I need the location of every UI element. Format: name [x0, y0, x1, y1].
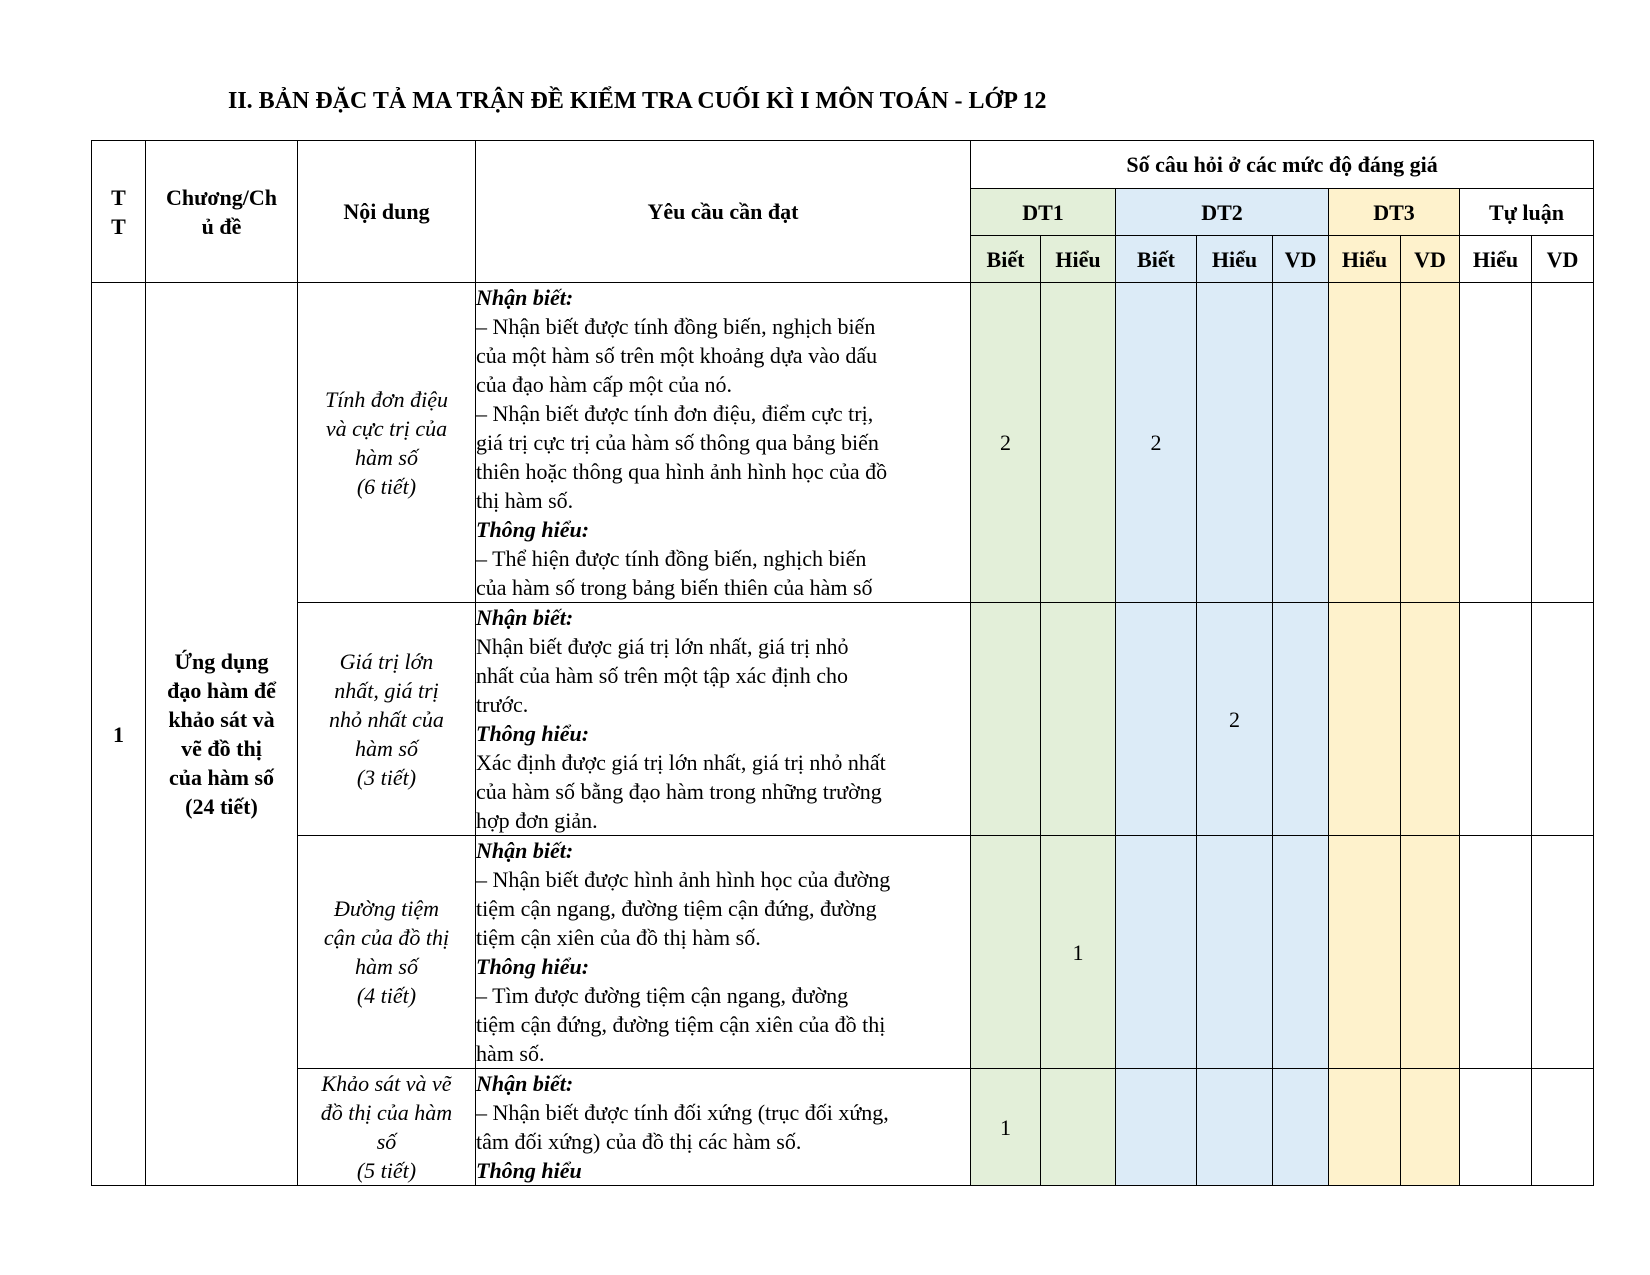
question-count-cell [971, 603, 1041, 836]
question-count-cell [1401, 1069, 1460, 1186]
header-sub: Hiểu [1460, 236, 1532, 283]
header-levels-title: Số câu hỏi ở các mức độ đáng giá [971, 141, 1594, 189]
question-count-cell [1041, 603, 1116, 836]
topic-line: và cực trị của [325, 415, 448, 441]
requirement-line: – Nhận biết được tính đơn điệu, điểm cực trị, [476, 401, 874, 426]
chapter-name-line: Ứng dụng [174, 649, 269, 674]
header-group-tu-luan: Tự luận [1460, 189, 1594, 236]
requirement-level-label: Thông hiểu: [476, 954, 590, 979]
table-row [92, 603, 1594, 836]
header-sub: Hiểu [1197, 236, 1273, 283]
question-count-cell [1532, 1069, 1594, 1186]
page-title: II. BẢN ĐẶC TẢ MA TRẬN ĐỀ KIỂM TRA CUỐI KÌ I MÔN TOÁN - LỚP 12 [228, 88, 1047, 114]
header-sub: VD [1532, 236, 1594, 283]
topic-line: số [376, 1129, 397, 1154]
requirement-cell [476, 836, 971, 1069]
topic-cell [298, 603, 476, 836]
question-count-cell: 2 [971, 283, 1041, 603]
topic-cell [298, 836, 476, 1069]
question-count-cell [1197, 1069, 1273, 1186]
requirement-level-label: Nhận biết: [476, 838, 574, 863]
requirement-level-label: Thông hiểu: [476, 517, 590, 542]
topic-line: Đường tiệm [333, 896, 439, 921]
chapter-name-line: đạo hàm để [167, 678, 276, 703]
question-count-cell [1041, 1069, 1116, 1186]
header-sub: VD [1273, 236, 1329, 283]
requirement-level-label: Nhận biết: [476, 605, 574, 630]
topic-line: hàm số [355, 444, 418, 470]
requirement-line: hàm số. [476, 1041, 545, 1066]
question-count-cell [1460, 836, 1532, 1069]
requirement-line: Xác định được giá trị lớn nhất, giá trị nhỏ nhất [476, 750, 886, 775]
header-group-dt1: DT1 [971, 189, 1116, 236]
header-content: Nội dung [298, 141, 476, 283]
header-sub: Biết [971, 236, 1041, 283]
table-row [92, 1069, 1594, 1186]
question-count-cell [1273, 283, 1329, 603]
question-count-cell [1329, 603, 1401, 836]
header-sub: Hiểu [1329, 236, 1401, 283]
requirement-line: thị hàm số. [476, 488, 574, 513]
requirement-cell [476, 1069, 971, 1186]
topic-line: Giá trị lớn [339, 648, 434, 674]
question-count-cell: 1 [1041, 836, 1116, 1069]
topic-cell [298, 1069, 476, 1186]
topic-cell [298, 283, 476, 603]
requirement-line: Nhận biết được giá trị lớn nhất, giá trị nhỏ [476, 634, 849, 659]
topic-line: cận của đồ thị [323, 925, 450, 950]
chapter-name-line: của hàm số [168, 765, 275, 790]
table-row [92, 283, 1594, 603]
question-count-cell [1273, 1069, 1329, 1186]
requirement-line: nhất của hàm số trên một tập xác định cho [476, 663, 849, 688]
requirement-line: tâm đối xứng) của đồ thị các hàm số. [476, 1129, 802, 1154]
question-count-cell: 2 [1116, 283, 1197, 603]
question-count-cell: 1 [971, 1069, 1041, 1186]
topic-line: (3 tiết) [356, 764, 417, 790]
chapter-name [146, 283, 298, 1186]
requirement-level-label: Nhận biết: [476, 1071, 574, 1096]
topic-line: Khảo sát và vẽ [321, 1071, 452, 1096]
question-count-cell [1532, 836, 1594, 1069]
question-count-cell [1116, 1069, 1197, 1186]
question-count-cell [1401, 603, 1460, 836]
requirement-level-label: Thông hiểu: [476, 721, 590, 746]
requirement-line: giá trị cực trị của hàm số thông qua bảng biến [476, 430, 879, 455]
requirement-line: của đạo hàm cấp một của nó. [476, 372, 732, 397]
question-count-cell [1401, 836, 1460, 1069]
chapter-name-line: khảo sát và [168, 707, 275, 732]
topic-line: đồ thị của hàm [320, 1100, 453, 1125]
question-count-cell [1116, 836, 1197, 1069]
requirement-line: tiệm cận xiên của đồ thị hàm số. [476, 925, 761, 950]
topic-line: (6 tiết) [356, 473, 417, 499]
topic-line: (4 tiết) [356, 983, 417, 1008]
header-sub: Biết [1116, 236, 1197, 283]
requirement-line: – Thể hiện được tính đồng biến, nghịch biến [476, 546, 867, 571]
topic-line: nhất, giá trị [334, 677, 439, 703]
question-count-cell [1460, 1069, 1532, 1186]
requirement-cell [476, 283, 971, 603]
requirement-line: – Tìm được đường tiệm cận ngang, đường [476, 983, 849, 1008]
question-count-cell [1460, 283, 1532, 603]
topic-line: hàm số [355, 954, 418, 979]
question-count-cell [1401, 283, 1460, 603]
header-sub: Hiểu [1041, 236, 1116, 283]
requirement-line: trước. [476, 692, 529, 717]
question-count-cell [1041, 283, 1116, 603]
table-row [92, 836, 1594, 1069]
requirement-line: của hàm số bằng đạo hàm trong những trường [476, 779, 882, 804]
question-count-cell [1329, 283, 1401, 603]
question-count-cell [1197, 283, 1273, 603]
header-group-dt2: DT2 [1116, 189, 1329, 236]
question-count-cell [1532, 283, 1594, 603]
question-count-cell [1273, 603, 1329, 836]
chapter-name-line: (24 tiết) [185, 794, 258, 819]
question-count-cell [1197, 836, 1273, 1069]
requirement-level-label: Thông hiểu [476, 1158, 582, 1183]
question-count-cell [971, 836, 1041, 1069]
chapter-name-line: vẽ đồ thị [181, 736, 262, 761]
question-count-cell [1273, 836, 1329, 1069]
requirement-line: của hàm số trong bảng biến thiên của hàm số [476, 575, 873, 600]
requirement-line: thiên hoặc thông qua hình ảnh hình học của đồ [476, 459, 888, 484]
header-sub: VD [1401, 236, 1460, 283]
requirement-line: – Nhận biết được tính đối xứng (trục đối xứng, [476, 1100, 889, 1125]
header-group-dt3: DT3 [1329, 189, 1460, 236]
question-count-cell [1532, 603, 1594, 836]
topic-line: (5 tiết) [356, 1158, 417, 1183]
topic-line: nhỏ nhất của [329, 706, 444, 732]
question-count-cell: 2 [1197, 603, 1273, 836]
question-count-cell [1329, 836, 1401, 1069]
question-count-cell [1460, 603, 1532, 836]
header-chapter: Chương/Ch ủ đề [146, 141, 298, 283]
requirement-line: tiệm cận đứng, đường tiệm cận xiên của đồ thị [476, 1012, 886, 1037]
requirement-line: của một hàm số trên một khoảng dựa vào dấu [476, 343, 878, 368]
topic-line: Tính đơn điệu [325, 386, 448, 412]
header-tt: T T [92, 141, 146, 283]
requirement-line: hợp đơn giản. [476, 808, 598, 833]
requirement-line: – Nhận biết được hình ảnh hình học của đường [476, 867, 891, 892]
requirement-cell [476, 603, 971, 836]
requirement-line: – Nhận biết được tính đồng biến, nghịch biến [476, 314, 876, 339]
topic-line: hàm số [355, 735, 418, 761]
question-count-cell [1116, 603, 1197, 836]
row-number: 1 [92, 283, 146, 1186]
requirement-line: tiệm cận ngang, đường tiệm cận đứng, đường [476, 896, 877, 921]
spec-matrix-table [91, 140, 1594, 1186]
header-requirement: Yêu cầu cần đạt [476, 141, 971, 283]
question-count-cell [1329, 1069, 1401, 1186]
requirement-level-label: Nhận biết: [476, 285, 574, 310]
